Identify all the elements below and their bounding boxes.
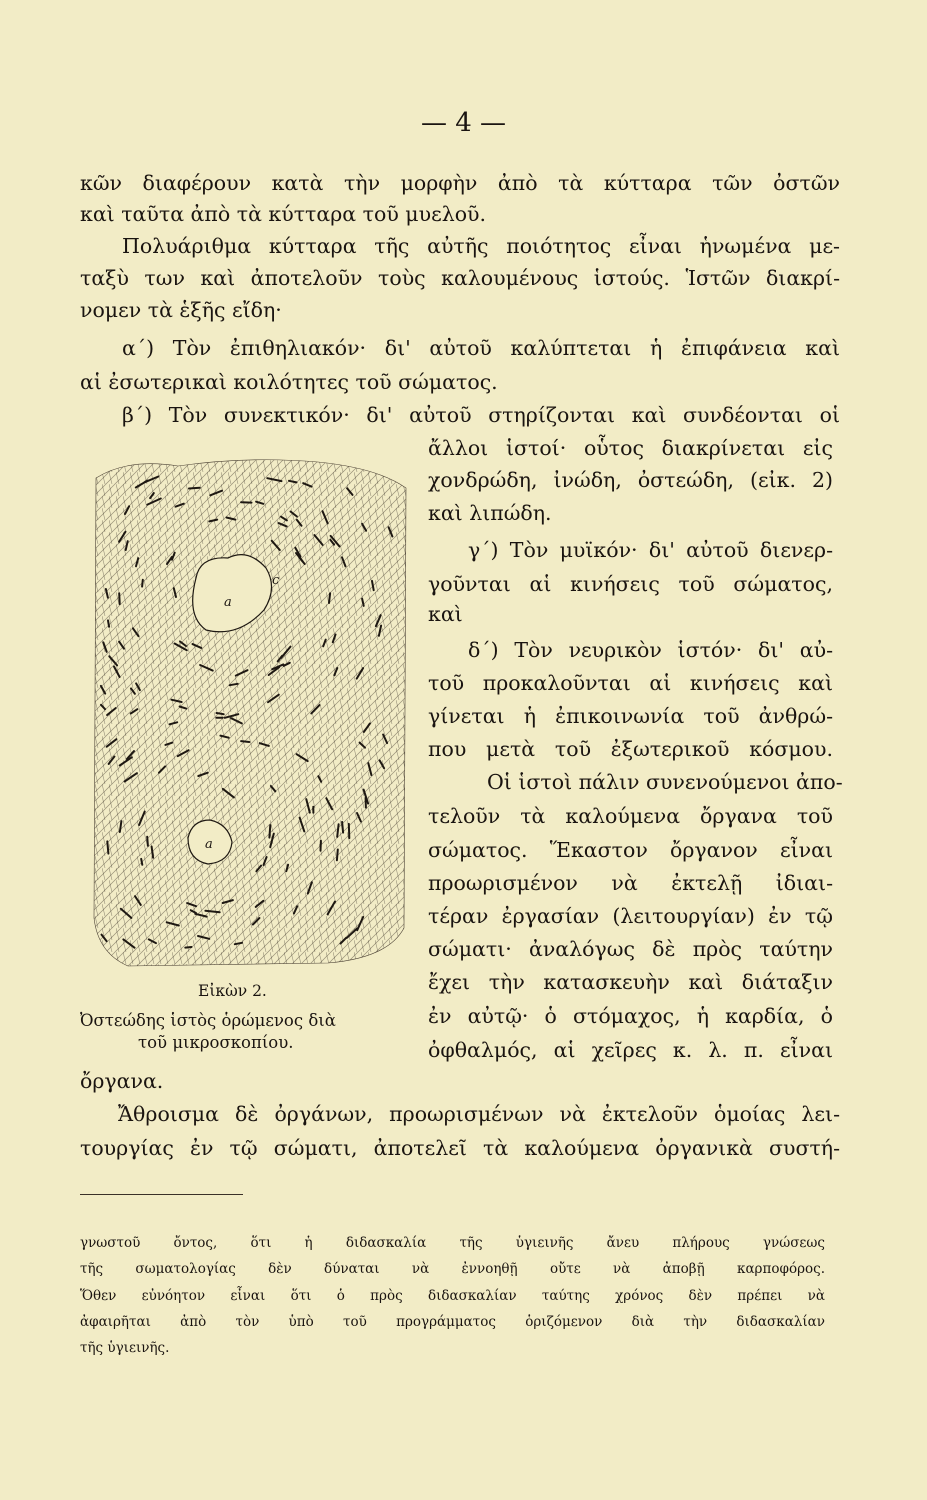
page-number: — 4 — <box>420 108 507 138</box>
bone-cell-mark <box>142 580 143 587</box>
text-line: β΄) Τὸν συνεκτικόν· δι' αὐτοῦ στηρίζονται καὶ συνδέονται οἱ <box>122 403 840 427</box>
text-line: ἄλλοι ἱστοί· οὗτος διακρίνεται εἰς <box>428 436 833 460</box>
footnote-line: τῆς ὑγιεινῆς. <box>80 1340 170 1356</box>
text-line: που μετὰ τοῦ ἐξωτερικοῦ κόσμου. <box>428 737 833 761</box>
bone-cell-mark <box>241 741 249 742</box>
bone-cell-mark <box>342 822 343 833</box>
text-line: ἐν αὐτῷ· ὁ στόμαχος, ἡ καρδία, ὁ <box>428 1004 833 1028</box>
text-line: καὶ <box>428 602 463 626</box>
text-line: κῶν διαφέρουν κατὰ τὴν μορφὴν ἀπὸ τὰ κύτταρα τῶν ὀστῶν <box>80 171 840 195</box>
marker-a-upper: a <box>224 595 232 610</box>
text-line: ἔχει τὴν κατασκευὴν καὶ διάταξιν <box>428 970 833 994</box>
bone-cell-mark <box>147 837 148 846</box>
text-line: χονδρώδη, ἰνώδη, ὀστεώδη, (εἰκ. 2) <box>428 468 833 492</box>
text-line: τουργίας ἐν τῷ σώματι, ἀποτελεῖ τὰ καλούμενα ὀργανικὰ συστή- <box>80 1136 840 1160</box>
text-line: Οἱ ἱστοὶ πάλιν συνενούμενοι ἀπο- <box>487 770 843 794</box>
text-line: Ἄθροισμα δὲ ὀργάνων, προωρισμένων νὰ ἐκτελοῦν ὁμοίας λει- <box>118 1102 840 1126</box>
text-line: προωρισμένον νὰ ἐκτελῇ ἰδιαι- <box>428 871 833 895</box>
figure-caption-line: Ὀστεώδης ἱστὸς ὁρώμενος διὰ <box>80 1011 336 1030</box>
bone-tissue-illustration <box>88 448 408 973</box>
marker-a-lower: a <box>205 837 213 852</box>
marker-c: c <box>272 573 280 588</box>
footnote-line: ἀφαιρῆται ἀπὸ τὸν ὑπὸ τοῦ προγράμματος ὁριζόμενον διὰ τὴν διδασκαλίαν <box>80 1314 825 1330</box>
bone-cell-mark <box>230 684 238 685</box>
text-line: αἱ ἐσωτερικαὶ κοιλότητες τοῦ σώματος. <box>80 370 498 394</box>
text-line: δ΄) Τὸν νευρικὸν ἱστόν· δι' αὐ- <box>468 638 833 662</box>
footnote-line: τῆς σωματολογίας δὲν δύναται νὰ ἐννοηθῇ οὔτε νὰ ἀποβῇ καρποφόρος. <box>80 1261 825 1277</box>
text-line: τέραν ἐργασίαν (λειτουργίαν) ἐν τῷ <box>428 904 833 928</box>
bone-cell-mark <box>349 824 350 838</box>
text-line: καὶ λιπώδη. <box>428 501 552 525</box>
text-line: Πολυάριθμα κύτταρα τῆς αὐτῆς ποιότητος εἶναι ἡνωμένα με- <box>122 234 840 258</box>
text-line: καὶ ταῦτα ἀπὸ τὰ κύτταρα τοῦ μυελοῦ. <box>80 202 487 226</box>
bone-cell-mark <box>185 947 191 948</box>
text-line: σώματι· ἀναλόγως δὲ πρὸς ταύτην <box>428 937 833 961</box>
bone-cell-mark <box>119 593 120 604</box>
text-line: γίνεται ἡ ἐπικοινωνία τοῦ ἀνθρώ- <box>428 704 833 728</box>
text-line: ταξὺ των καὶ ἀποτελοῦν τοὺς καλουμένους ἱστούς. Ἱστῶν διακρί- <box>80 266 840 290</box>
text-line: σώματος. Ἕκαστον ὄργανον εἶναι <box>428 838 833 862</box>
bone-cell-mark <box>107 841 108 853</box>
bone-cell-mark <box>217 713 224 714</box>
footnote-divider <box>80 1194 243 1195</box>
text-line: ὀφθαλμός, αἱ χεῖρες κ. λ. π. εἶναι <box>428 1038 833 1062</box>
footnote-line: Ὅθεν εὐνόητον εἶναι ὅτι ὁ πρὸς διδασκαλίαν ταύτης χρόνος δὲν πρέπει νὰ <box>80 1288 825 1304</box>
figure-caption-line: τοῦ μικροσκοπίου. <box>138 1033 294 1052</box>
bone-cell-mark <box>141 859 142 865</box>
bone-cell-mark <box>235 943 242 944</box>
bone-cell-mark <box>337 850 338 861</box>
text-line: νομεν τὰ ἑξῆς εἴδη· <box>80 298 282 322</box>
figure-label: Εἰκὼν 2. <box>198 982 267 1000</box>
text-line: α΄) Τὸν ἐπιθηλιακόν· δι' αὐτοῦ καλύπτεται ἡ ἐπιφάνεια καὶ <box>122 336 840 360</box>
bone-cell-mark <box>337 824 338 837</box>
text-line: τελοῦν τὰ καλούμενα ὄργανα τοῦ <box>428 804 833 828</box>
footnote-line: γνωστοῦ ὄντος, ὅτι ἡ διδασκαλία τῆς ὑγιεινῆς ἄνευ πλήρους γνώσεως <box>80 1235 825 1251</box>
text-line: γ΄) Τὸν μυϊκόν· δι' αὐτοῦ διενερ- <box>468 538 833 562</box>
bone-cell-mark <box>329 593 330 603</box>
bone-cell-mark <box>108 620 109 626</box>
text-line: τοῦ προκαλοῦνται αἱ κινήσεις καὶ <box>428 671 833 695</box>
text-line: γοῦνται αἱ κινήσεις τοῦ σώματος, <box>428 572 833 596</box>
text-line: ὄργανα. <box>80 1069 164 1093</box>
bone-cell-mark <box>189 488 200 489</box>
bone-cell-mark <box>269 825 270 838</box>
